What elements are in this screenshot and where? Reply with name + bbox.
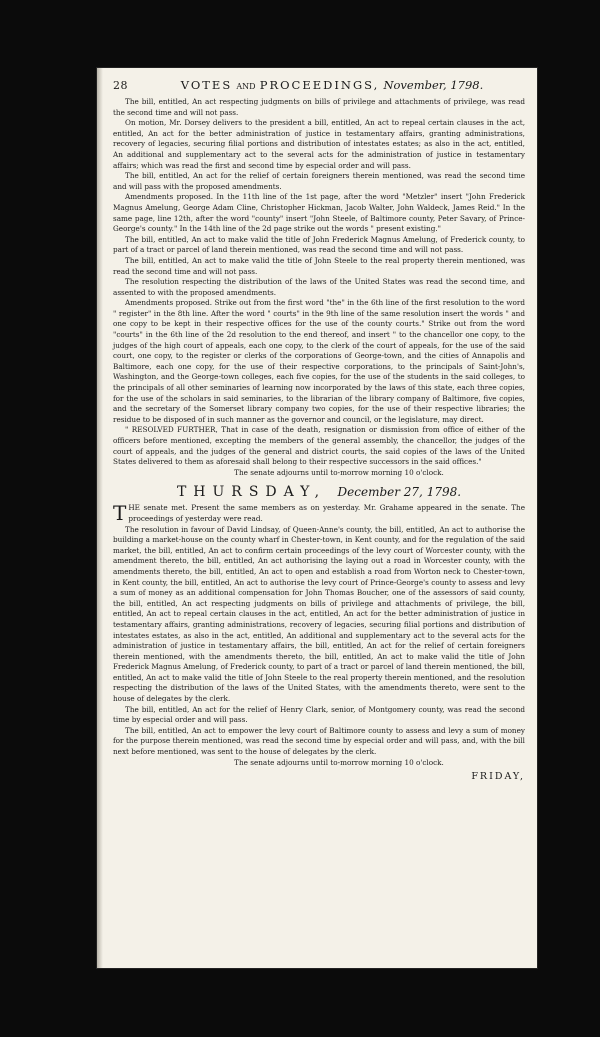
catchword: FRIDAY, [471, 771, 525, 783]
adjournment-line: The senate adjourns until to-morrow morning 10 o'clock. [234, 757, 444, 767]
paragraph-opening-text: HE senate met. Present the same members as on yesterday. Mr. Grahame appeared in the senate. The proceedings of yesterday were read. [128, 503, 525, 523]
paragraph: The bill, entitled, An act for the relief of certain foreigners therein mentioned, was read the second time and will pass with the proposed amendments. [113, 171, 525, 191]
paragraph: The resolution in favour of David Lindsay, of Queen-Anne's county, the bill, entitled, An act to authorise the building a market-house on the county wharf in Chester-town, in Kent county, and for the regulation of the said market, the bill, entitled, An act to confirm certain proceedings of the levy court of Worcester county, with the amendment thereto, the bill, entitled, An act authorising the laying out a road in Worcester county, with the amendments thereto, the bill, entitled, An act to open and establish a road from Worton neck to Chester-town, in Kent county, the bill, entitled, An act to authorise the levy court of Prince-George's county to assess and levy a sum of money as an additional compensation for John Thomas Boucher, one of the assessors of said county, the bill, entitled, An act respecting judgments on bills of privilege and attachments of privilege, the bill, entitled, An act to repeal certain clauses in the act, entitled, An act for the better administration of justice in testamentary affairs, granting administrations, recovery of legacies, securing filial portions and distribution of intestates estates, as also in the act, entitled, An additional and supplementary act to the several acts for the administration of justice in testamentary affairs, the bill, entitled, An act for the relief of certain foreigners therein mentioned, with the amendments thereto, the bill, entitled, An act to make valid the title of John Frederick Magnus Amelung, of Frederick county, to part of a tract or parcel of land therein mentioned, the bill, entitled, An act to make valid the title of John Steele to the real property therein mentioned, and the resolution respecting the distribution of the laws of the United States, with the amendments thereto, were sent to the house of delegates by the clerk. [113, 524, 525, 704]
running-title-and: AND [236, 82, 256, 91]
paragraph: On motion, Mr. Dorsey delivers to the president a bill, entitled, An act to repeal certain clauses in the act, entitled, An act for the better administration of justice in testamentary affairs, granting administrations, recovery of legacies, securing filial portions and distribution of intestates estates; as also in the act, entitled, An additional and supplementary act to the several acts for the administration of justice in testamentary affairs; which was read the first and second time by especial order and will pass. [113, 118, 525, 170]
paragraph: The bill, entitled, An act to make valid the title of John Frederick Magnus Amelung, of Frederick county, to part of a tract or parcel of land therein mentioned, was read the second time and will not pass. [113, 234, 525, 255]
day-heading-day: THURSDAY, [176, 484, 327, 501]
running-title-votes: VOTES [180, 78, 233, 92]
day-heading [113, 483, 525, 501]
document-page [97, 68, 537, 968]
running-title-date: November, 1798. [383, 78, 484, 92]
paragraph: Amendments proposed. In the 11th line of the 1st page, after the word "Metzler" insert "John Frederick Magnus Amelung, George Adam Cline, Christopher Hickman, Jacob Walter, John Waldeck, James Reid." In the same page, line 12th, after the word "county" insert "John Steele, of Baltimore county, Peter Savary, of Prince-George's county." In the 14th line of the 2d page strike out the words " present existing." [113, 192, 525, 234]
paragraph: The bill, entitled, An act respecting judgments on bills of privilege and attachments of privilege, was read the second time and will not pass. [113, 97, 525, 117]
paragraph: The bill, entitled, An act to make valid the title of John Steele to the real property therein mentioned, was read the second time and will not pass. [113, 255, 525, 276]
paragraph: The bill, entitled, An act for the relief of Henry Clark, senior, of Montgomery county, was read the second time by especial order and will pass. [113, 704, 525, 725]
day-heading-date: December 27, 1798. [337, 485, 462, 500]
drop-cap: T [113, 501, 127, 526]
running-title [139, 78, 525, 94]
page-number: 28 [113, 79, 128, 92]
page-content [113, 78, 525, 783]
paragraph: The resolution respecting the distribution of the laws of the United States was read the second time, and assented to with the proposed amendments. [113, 277, 525, 297]
paragraph: " RESOLVED FURTHER, That in case of the death, resignation or dismission from office of either of the officers before mentioned, excepting the members of the general assembly, the chancellor, the judges of the court of appeals, and the judges of the general and district courts, the said copies of the laws of the United States delivered to them as aforesaid shall belong to their respective successors in the said offices." [113, 425, 525, 467]
paragraph-opening [113, 503, 525, 524]
paragraph: Amendments proposed. Strike out from the first word "the" in the 6th line of the first resolution to the word " register" in the 8th line. After the word " courts" in the 9th line of the same resolution insert the words " and one copy to be kept in their respective offices for the use of the county courts." Strike out from the word "courts" in the 6th line of the 2d resolution to the end thereof, and insert " to the chancellor one copy, to the judges of the high court of appeals, each one copy, to the clerk of the court of appeals, for the use of the said court, one copy, to the register or clerks of the corporations of George-town, and the cities of Annapolis and Baltimore, each one copy, for the use of their respective corporations, to the principals of Saint-John's, Washington, and the George-town colleges, each five copies, for the use of the students in the said colleges, to the principals of all other seminaries of learning now incorporated by the laws of this state, each three copies, for the use of the scholars in said seminaries, to the librarian of the library company of Baltimore, five copies, and the secretary of the Somerset library company two copies, for the use of their respective libraries; the residue to be disposed of in such manner as the governor and council, or the legislature, may direct. [113, 298, 525, 424]
paragraph: The bill, entitled, An act to empower the levy court of Baltimore county to assess and levy a sum of money for the purpose therein mentioned, was read the second time by especial order and will pass, and, with the bill next before mentioned, was sent to the house of delegates by the clerk. [113, 725, 525, 757]
running-title-proceedings: PROCEEDINGS, [259, 78, 380, 92]
adjournment-line: The senate adjourns until to-morrow morning 10 o'clock. [234, 467, 444, 477]
running-head [113, 78, 525, 94]
page-edge-shadow [97, 68, 103, 968]
